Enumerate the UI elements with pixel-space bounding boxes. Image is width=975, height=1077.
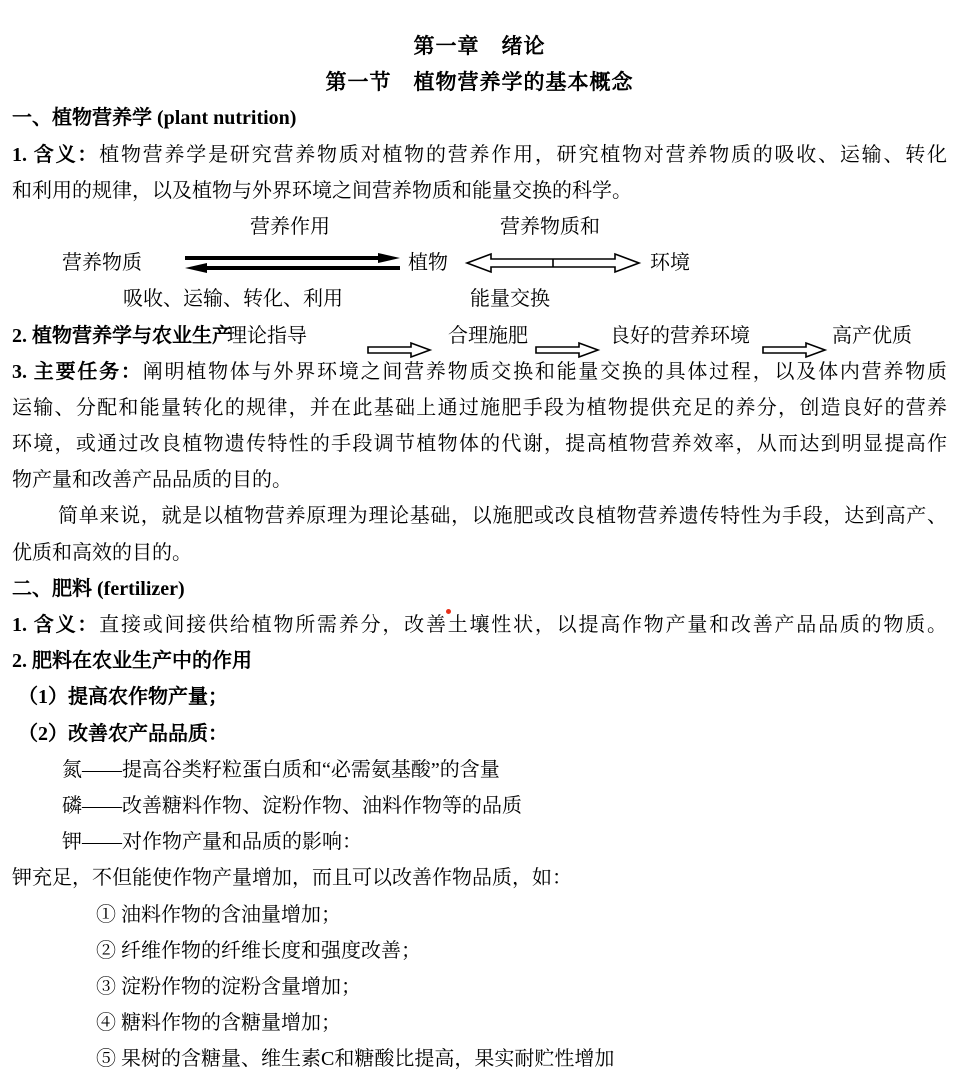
diagram-node-plant: 植物 xyxy=(408,252,448,275)
double-hollow-exchange-arrow-icon xyxy=(465,251,641,275)
flow-step-theory: 理论指导 xyxy=(227,324,307,347)
diagram-label-nutrition-effect: 营养作用 xyxy=(250,215,330,238)
k-benefit-item-3: ③ 淀粉作物的淀粉含量增加； xyxy=(96,975,361,998)
s2-item1-text: 直接或间接供给植物所需养分，改善土壤性状，以提高作物产量和改善产品品质的物质。 xyxy=(99,614,948,636)
s2-item2-heading: 2. 肥料在农业生产中的作用 xyxy=(12,650,252,673)
k-benefit-item-5-partial: ⑤ 果树的含糖量、维生素C和糖酸比提高，果实耐贮性增加 xyxy=(96,1048,615,1071)
diagram-label-nutrient-and: 营养物质和 xyxy=(500,215,600,238)
s2-item1-label: 1. 含义： xyxy=(12,614,100,636)
s1-item3-line4: 物产量和改善产品品质的目的。 xyxy=(12,469,292,492)
s1-para-line2: 优质和高效的目的。 xyxy=(12,541,192,564)
s1-item3-text: 阐明植物体与外界环境之间营养物质交换和能量交换的具体过程，以及体内营养物质 xyxy=(142,360,948,383)
k-benefit-item-4: ④ 糖料作物的含糖量增加； xyxy=(96,1012,341,1035)
nutrient-line-phosphorus: 磷——改善糖料作物、淀粉作物、油料作物等的品质 xyxy=(62,794,522,817)
s1-para-line1: 简单来说，就是以植物营养原理为理论基础，以施肥或改良植物营养遗传特性为手段，达到高产、 xyxy=(58,505,947,528)
red-proofing-dot xyxy=(446,609,451,614)
hollow-right-block-arrow-icon xyxy=(762,342,826,358)
flow-step-environment: 良好的营养环境 xyxy=(610,324,750,347)
nutrient-line-nitrogen: 氮——提高谷类籽粒蛋白质和“必需氨基酸”的含量 xyxy=(62,758,500,781)
diagram-row-top xyxy=(12,209,947,245)
heading-fertilizer: 二、肥料 (fertilizer) xyxy=(12,577,185,600)
chapter-title: 第一章 绪论 xyxy=(413,34,546,58)
diagram-label-absorb-transport: 吸收、运输、转化、利用 xyxy=(123,288,343,311)
s1-item2-flow-line xyxy=(12,318,947,354)
s2-sub2: （2）改善农产品品质： xyxy=(18,722,228,745)
s1-item1-line2: 和利用的规律，以及植物与外界环境之间营养物质和能量交换的科学。 xyxy=(12,179,632,202)
diagram-node-nutrients: 营养物质 xyxy=(62,252,142,275)
s1-item1-text: 植物营养学是研究营养物质对植物的营养作用，研究植物对营养物质的吸收、运输、转化 xyxy=(99,143,948,166)
s1-item3-line3: 环境，或通过改良植物遗传特性的手段调节植物体的代谢，提高植物营养效率，从而达到明显提高作 xyxy=(12,433,947,456)
k-benefit-item-1: ① 油料作物的含油量增加； xyxy=(96,903,341,926)
s1-item3-line2: 运输、分配和能量转化的规律，并在此基础上通过施肥手段为植物提供充足的养分，创造良好的营养 xyxy=(12,396,947,419)
s2-item1-line xyxy=(12,607,947,643)
potassium-intro-line: 钾充足，不但能使作物产量增加，而且可以改善作物品质，如： xyxy=(12,867,572,890)
diagram-row-middle xyxy=(12,245,947,281)
double-solid-exchange-arrow-icon xyxy=(185,253,400,273)
heading-plant-nutrition: 一、植物营养学 (plant nutrition) xyxy=(12,107,297,130)
diagram-label-energy-exchange: 能量交换 xyxy=(470,288,550,311)
section-title: 第一节 植物营养学的基本概念 xyxy=(325,70,634,95)
s2-sub1: （1）提高农作物产量； xyxy=(18,686,228,709)
diagram-row-bottom xyxy=(12,281,947,317)
s1-item3-line1 xyxy=(12,354,947,390)
s1-item1-line1 xyxy=(12,137,947,173)
flow-step-fertilize: 合理施肥 xyxy=(448,324,528,347)
s1-item2-label: 2. 植物营养学与农业生产 xyxy=(12,324,232,347)
flow-step-yield: 高产优质 xyxy=(832,324,912,347)
s1-item3-label: 3. 主要任务： xyxy=(12,360,143,383)
k-benefit-item-2: ② 纤维作物的纤维长度和强度改善； xyxy=(96,939,421,962)
diagram-node-environment: 环境 xyxy=(650,252,690,275)
nutrient-line-potassium: 钾——对作物产量和品质的影响： xyxy=(62,831,362,854)
hollow-right-block-arrow-icon xyxy=(367,342,431,358)
s1-item1-label: 1. 含义： xyxy=(12,143,100,166)
hollow-right-block-arrow-icon xyxy=(535,342,599,358)
